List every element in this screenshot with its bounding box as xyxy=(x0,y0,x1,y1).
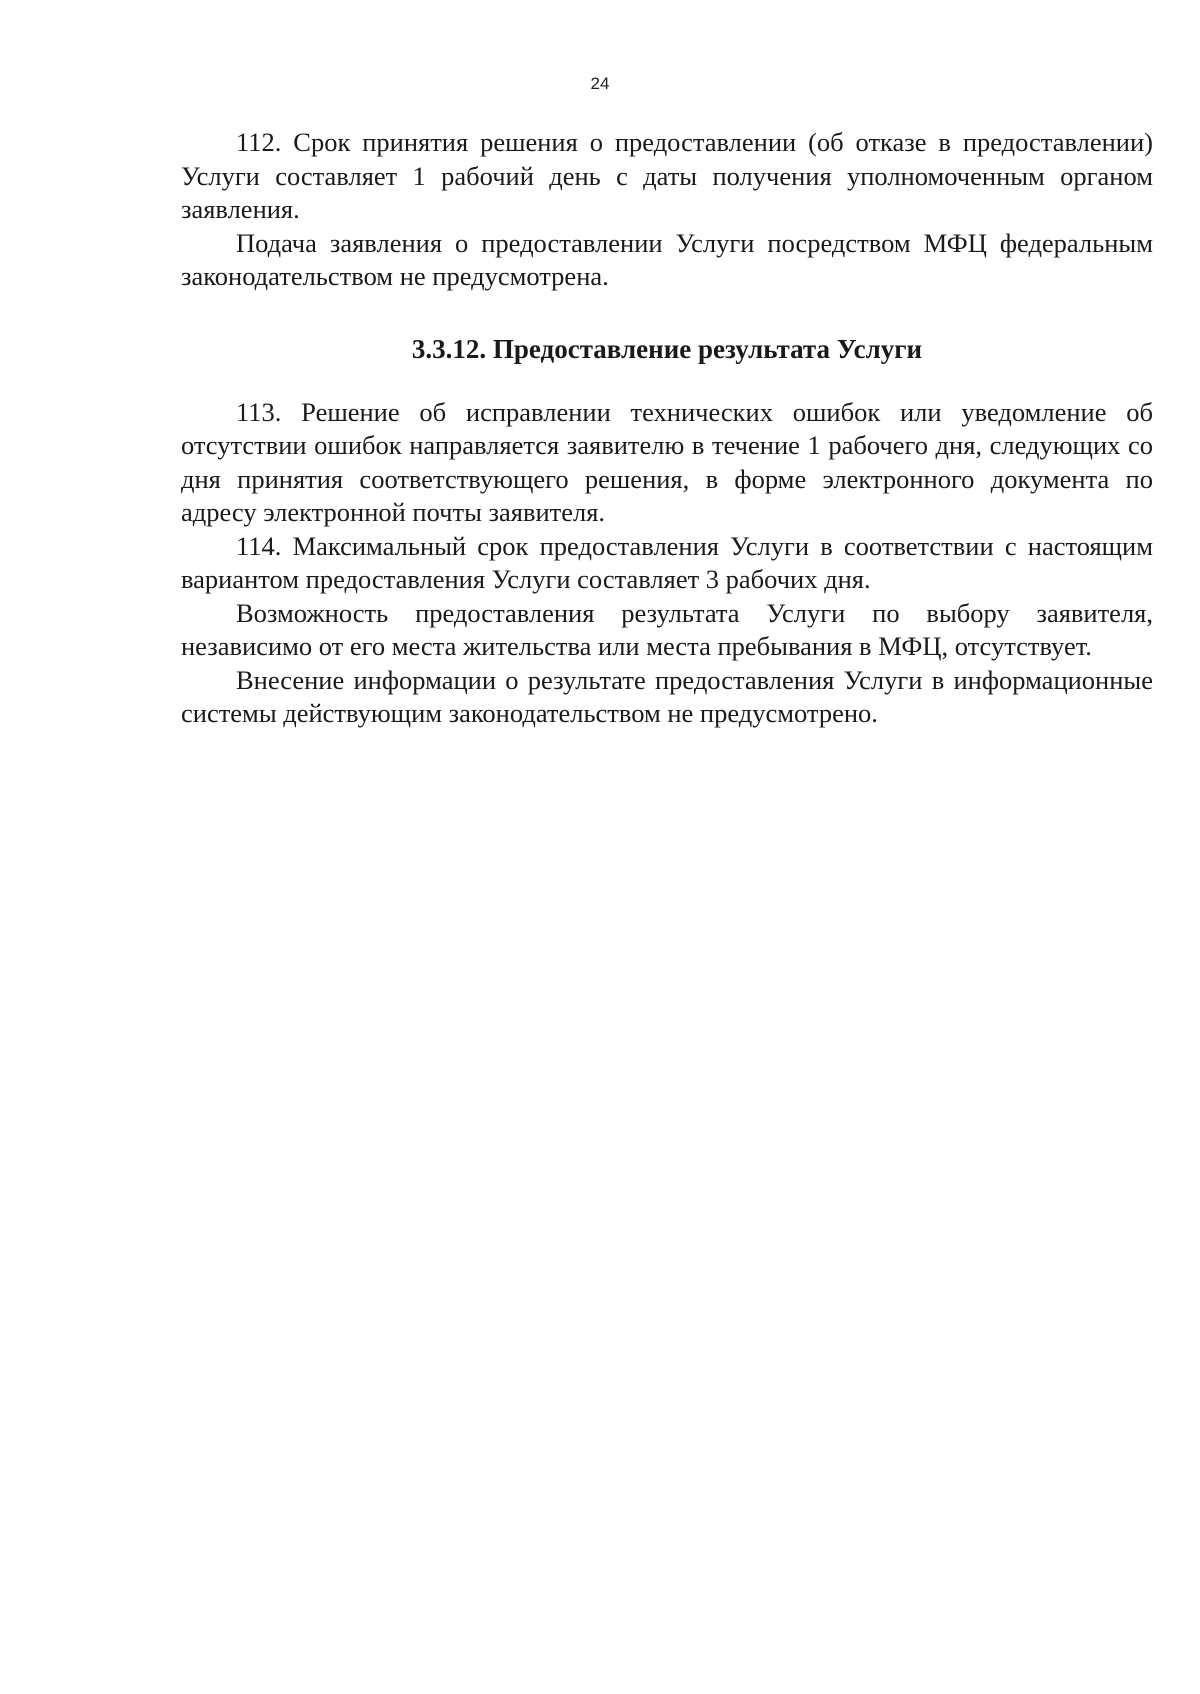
paragraph-mfc-submission: Подача заявления о предоставлении Услуги посредством МФЦ федеральным законодательством не предусмотрена. xyxy=(181,227,1153,291)
paragraph-114: 114. Максимальный срок предоставления Услуги в соответствии с настоящим вариантом предоставления Услуги составляет 3 рабочих дня. xyxy=(181,530,1153,594)
page-number: 24 xyxy=(590,74,610,93)
document-body xyxy=(181,126,1153,731)
paragraph-result-choice: Возможность предоставления результата Услуги по выбору заявителя, независимо от его места жительства или места пребывания в МФЦ, отсутствует. xyxy=(181,597,1153,661)
section-title: 3.3.12. Предоставление результата Услуги xyxy=(411,333,923,364)
paragraph-112: 112. Срок принятия решения о предоставлении (об отказе в предоставлении) Услуги составляет 1 рабочий день с даты получения уполномоченным органом заявления. xyxy=(181,127,1153,224)
paragraph-113: 113. Решение об исправлении технических ошибок или уведомление об отсутствии ошибок направляется заявителю в течение 1 рабочего дня, следующих со дня принятия соответствующего решения, в форме электронного документа по адресу электронной почты заявителя. xyxy=(181,396,1153,527)
paragraph-info-systems: Внесение информации о результате предоставления Услуги в информационные системы действующим законодательством не предусмотрено. xyxy=(181,664,1153,728)
